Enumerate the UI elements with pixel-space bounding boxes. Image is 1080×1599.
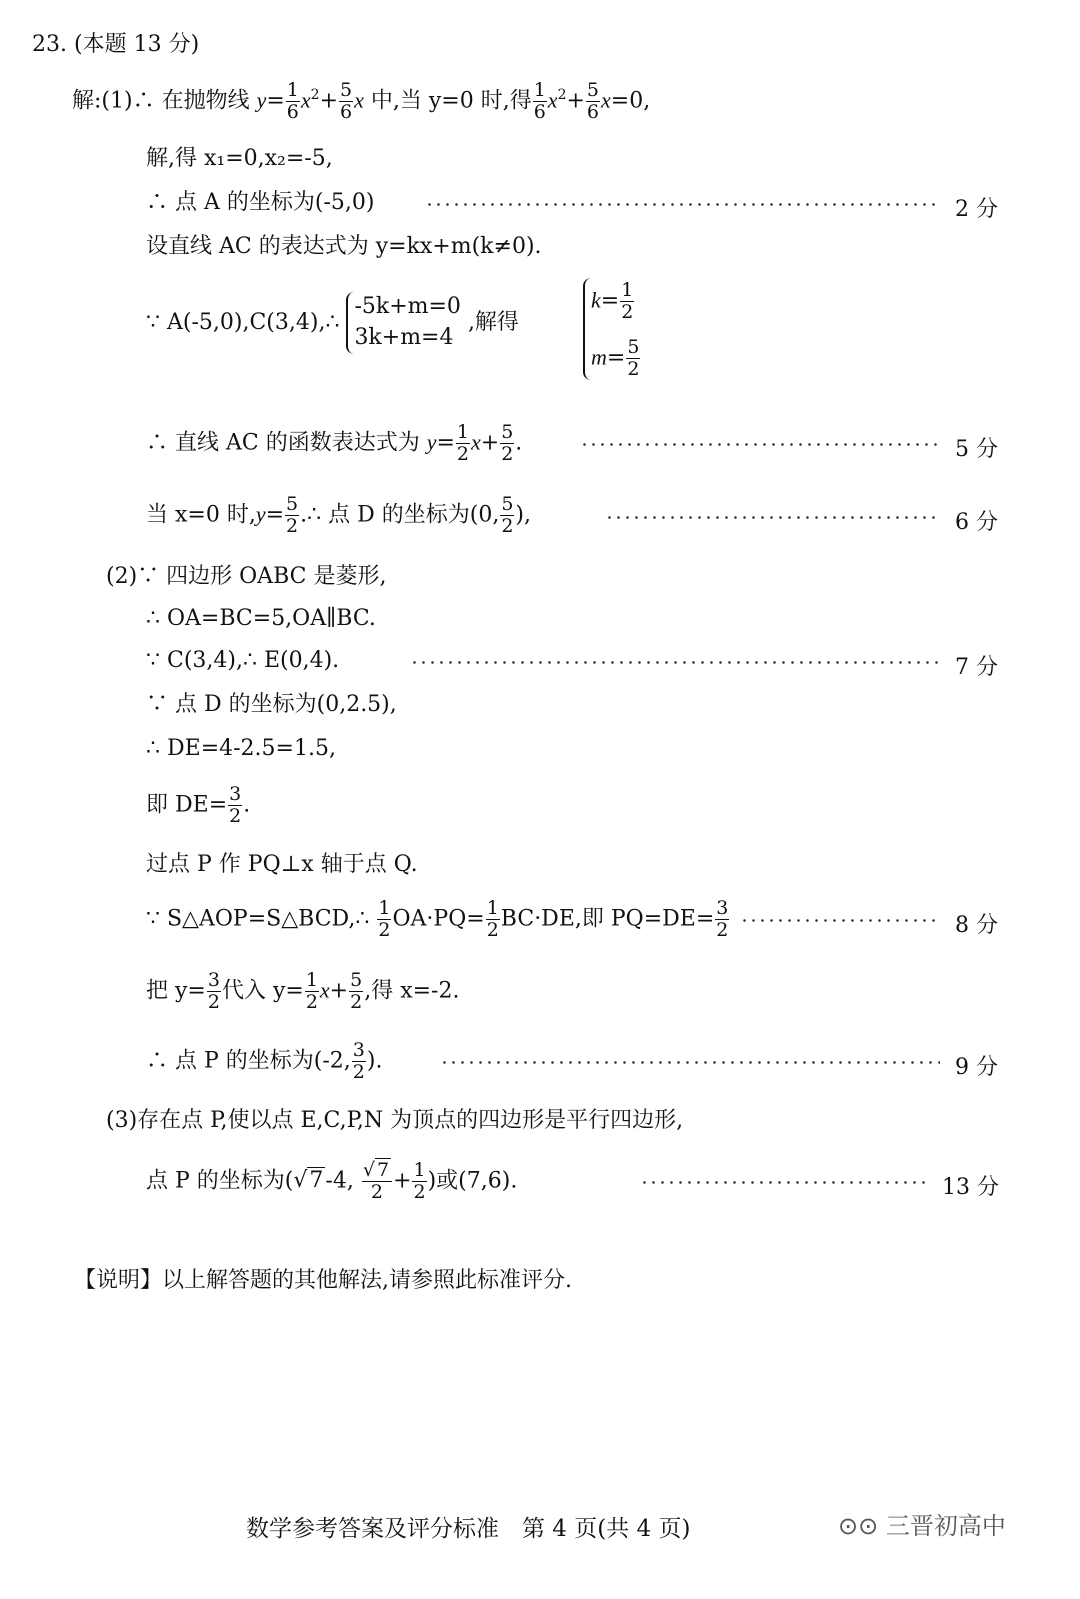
part1-pointD: 当 x=0 时,y= $\frac{5}{2}$ .∴ 点 D 的坐标为(0, $\frac{5}{2}$ ), <box>146 493 531 537</box>
wechat-icon: ⊙⊙ <box>838 1512 879 1540</box>
part1-line1: 解:(1)∴ 在抛物线 y= $\frac{1}{6}$ $x^2+$ $\frac{5}{6}$ x 中,当 y=0 时,得 $\frac{1}{6}$ $x^2+$ $\frac{5}{6}$ x=0, <box>72 79 651 123</box>
part1-assume: 设直线 AC 的表达式为 y=kx+m(k≠0). <box>146 234 542 259</box>
leader-dots <box>740 919 940 922</box>
part2-l5: ∴ DE=4-2.5=1.5, <box>146 736 336 761</box>
problem-points: (本题 13 分) <box>74 32 200 57</box>
part2-l6: 即 DE= $\frac{3}{2}$ . <box>146 783 251 827</box>
leader-dots <box>640 1181 930 1184</box>
part1-line-ac: ∴ 直线 AC 的函数表达式为 y= $\frac{1}{2}$ x+ $\frac{5}{2}$ . <box>146 421 523 465</box>
part2-l9: 把 y= $\frac{3}{2}$ 代入 y= $\frac{1}{2}$ x+ $\frac{5}{2}$ ,得 x=-2. <box>146 969 460 1013</box>
score-mark: 6 分 <box>955 510 998 535</box>
equation-system: -5k+m=0 3k+m=4 <box>346 292 461 354</box>
score-mark: 13 分 <box>942 1175 999 1200</box>
part3-l1: (3)存在点 P,使以点 E,C,P,N 为顶点的四边形是平行四边形, <box>106 1108 684 1133</box>
score-mark: 5 分 <box>955 437 998 462</box>
leader-dots <box>440 1061 940 1064</box>
page-footer: 数学参考答案及评分标准 第 4 页(共 4 页) <box>246 1516 691 1542</box>
part2-l2: ∴ OA=BC=5,OA∥BC. <box>146 606 376 631</box>
watermark: ⊙⊙ 三晋初高中 <box>838 1512 1006 1540</box>
grading-note: 【说明】以上解答题的其他解法,请参照此标准评分. <box>74 1268 572 1293</box>
score-mark: 7 分 <box>955 655 998 680</box>
part2-l8: ∵ S△AOP=S△BCD,∴ $\frac{1}{2}$ OA·PQ= $\frac{1}{2}$ BC·DE,即 PQ=DE= $\frac{3}{2}$ <box>146 897 729 941</box>
score-mark: 8 分 <box>955 913 998 938</box>
part2-l4: ∵ 点 D 的坐标为(0,2.5), <box>146 692 397 717</box>
part3-l2: 点 P 的坐标为(√7-4, $\frac{√ 7}{2}$ + $\frac{1}{2}$ )或(7,6). <box>146 1159 518 1203</box>
part2-l1: (2)∵ 四边形 OABC 是菱形, <box>106 564 387 589</box>
part1-system: ∵ A(-5,0),C(3,4),∴ -5k+m=0 3k+m=4 ,解得 <box>146 292 519 354</box>
problem-header <box>32 34 199 56</box>
solution-system: k= $\frac{1}{2}$ m= $\frac{5}{2}$ <box>583 278 641 380</box>
part1-roots: 解,得 x₁=0,x₂=-5, <box>146 146 333 171</box>
leader-dots <box>580 443 940 446</box>
leader-dots <box>425 203 940 206</box>
problem-number: 23. <box>32 32 67 57</box>
part2-l3: ∵ C(3,4),∴ E(0,4). <box>146 648 340 673</box>
leader-dots <box>410 661 940 664</box>
part1-pointA: ∴ 点 A 的坐标为(-5,0) <box>146 190 375 215</box>
part2-l10: ∴ 点 P 的坐标为(-2, $\frac{3}{2}$ ). <box>146 1039 383 1083</box>
score-mark: 2 分 <box>955 197 998 222</box>
part2-l7: 过点 P 作 PQ⊥x 轴于点 Q. <box>146 852 418 877</box>
score-mark: 9 分 <box>955 1055 998 1080</box>
leader-dots <box>605 516 940 519</box>
